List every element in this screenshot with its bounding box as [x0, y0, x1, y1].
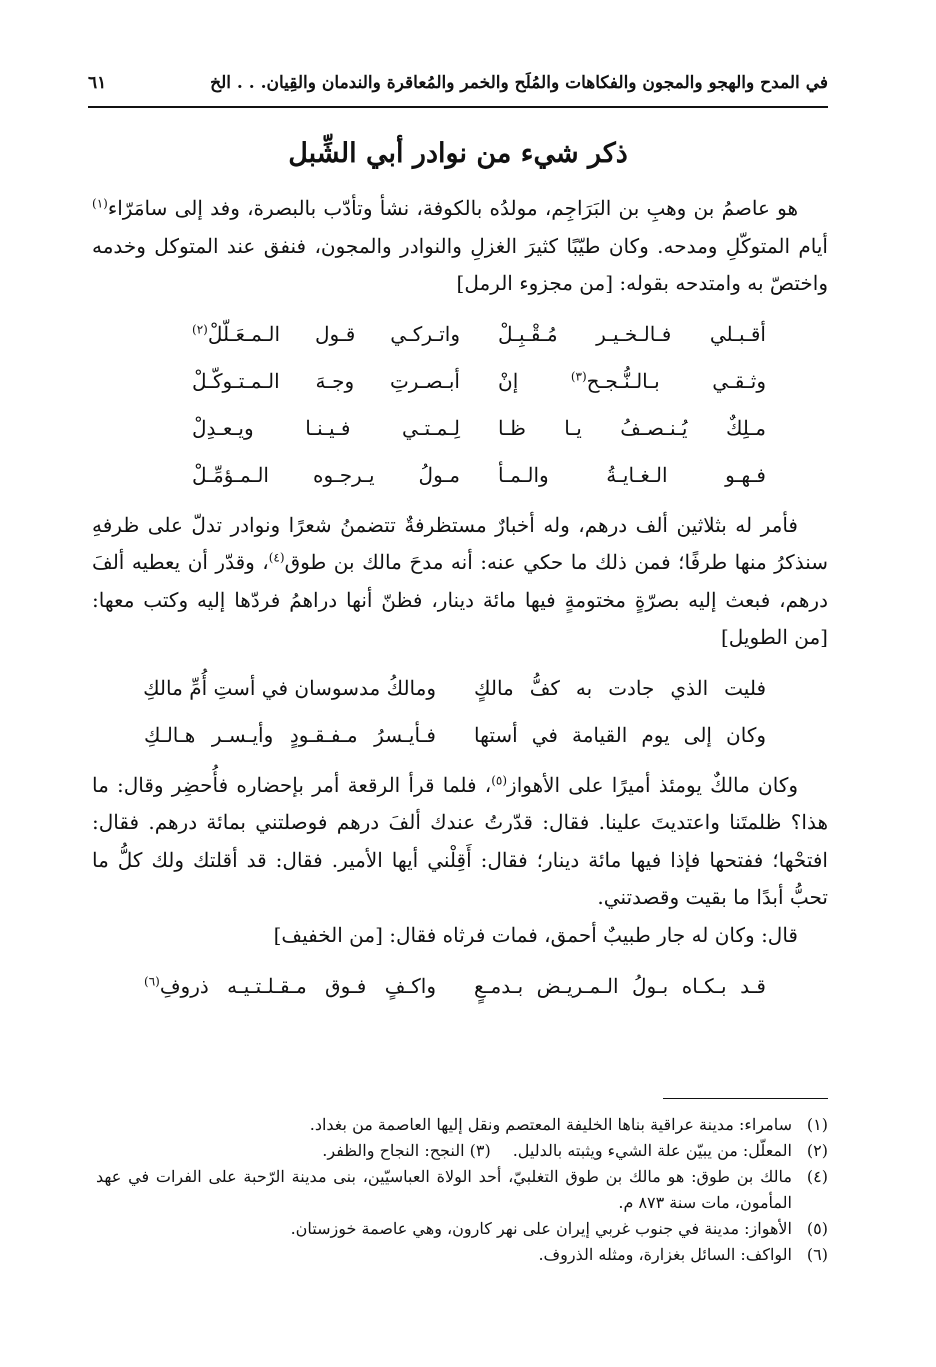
verse-first-hemistich: قـد بـكـاه بـولُ الـمـريـض بـدمـعٍ — [474, 973, 766, 998]
verse-first-hemistich — [498, 369, 766, 393]
meter-label-1: [من مجزوء الرمل] — [456, 271, 614, 295]
footnote-separator — [663, 1098, 828, 1099]
footnote — [96, 1216, 828, 1242]
meter-label-3: [من الخفيف] — [273, 922, 383, 947]
poem-3 — [92, 962, 828, 1009]
verse-line — [92, 405, 828, 452]
paragraph-1 — [92, 190, 828, 303]
verse-line — [92, 665, 828, 712]
footnote — [96, 1164, 828, 1216]
meter-label-2: [من الطويل] — [720, 625, 828, 649]
verse-first-hemistich: وكان إلى يوم القيامة في أستها — [474, 723, 766, 747]
verse-line — [92, 358, 828, 405]
verse-second-hemistich: ومالكُ مدسوسان في أستِ أُمِّ مالكِ — [143, 676, 436, 700]
verse-first-hemistich: مـلِكٌ يُـنـصـفُ يـا ظـا — [498, 416, 766, 440]
main-text — [92, 190, 828, 1017]
running-title: في المدح والهجو والمجون والفكاهات والمُلَح والخمر والمُعاقرة والندمان والقِيان. . . الخ — [210, 73, 828, 93]
footnote-number: (٦) — [806, 1245, 828, 1264]
footnote-text: الأهواز: مدينة في جنوب غربي إيران على نهر كارون، وهي عاصمة خوزستان. — [290, 1219, 792, 1238]
footnote-text-a: المعلّل: من يبيّن علة الشيء ويثبته بالدليل. — [512, 1141, 792, 1160]
paragraph-4-text: قال: وكان له جار طبيبٌ أحمق، فمات فرثاه فقال: — [382, 922, 798, 947]
footnote — [96, 1112, 828, 1138]
verse-text: إنْ — [498, 369, 571, 393]
verse-second-hemistich: لِـمـتـي فـيـنـا ويـعـدِلْ — [192, 416, 460, 440]
paragraph-2-text: فأمر له بثلاثين ألف درهم، وله أخبارٌ مستظرفةٌ تتضمنُ شعرًا ونوادر تدلّ على ظرفهِ سنذكرُ منها طرفًا؛ فمن ذلك ما حكي عنه: أنه مدحَ مالك بن طوق — [92, 512, 828, 574]
section-title: ذكر شيء من نوادر أبي الشِّبل — [288, 138, 628, 169]
footnote-text: مالك بن طوق: هو مالك بن طوق التغلبيّ، أحد الولاة العباسيّين، بنى مدينة الرّحبة على الفرات في عهد المأمون، مات سنة ٨٧٣ م. — [96, 1167, 792, 1212]
header-rule — [88, 106, 828, 108]
verse-first-hemistich: أقـبـلي فـالـخـيـر مُـقْـبِـلْ — [498, 322, 766, 346]
footnote-number: (٣) — [469, 1141, 491, 1160]
paragraph-2 — [92, 507, 828, 657]
footnote-text — [96, 1138, 792, 1164]
verse-text: واتـركـي قـول الـمـعَـلّلْ — [207, 322, 460, 346]
footnotes — [96, 1112, 828, 1268]
footnote-text-b: النجح: النجاح والظفر. — [322, 1141, 465, 1160]
verse-second-hemistich: فـأيـسرُ مـفـقـودٍ وأيـسـر هـالـكِ — [144, 723, 436, 747]
verse-line — [92, 962, 828, 1009]
footnote-number: (٥) — [806, 1219, 828, 1238]
verse-text: واكـفٍ فـوق مـقـلـتـيـه ذروفِ — [159, 973, 436, 998]
paragraph-3-text: وكان مالكٌ يومئذ أميرًا على الأهواز — [507, 772, 799, 797]
verse-second-hemistich — [144, 974, 436, 998]
footnote — [96, 1138, 828, 1164]
footnote-ref-2: (٢) — [192, 322, 208, 337]
footnote — [96, 1242, 828, 1268]
verse-second-hemistich: أبـصـرتِ وجـهَ الـمـتـوكّـلْ — [192, 369, 460, 393]
paragraph-2-text-b: ، وقدّر أن يعطيه ألفَ درهم، فبعث إليه بصرّةٍ مختومةٍ فيها مائة دينار، فظنّ أنها دراهمُ فردّها إليه وكتب معها: — [92, 550, 828, 612]
footnote-number: (٢) — [806, 1141, 828, 1160]
paragraph-3 — [92, 767, 828, 917]
verse-text: وثـقـي بـالـنُّـجـح — [586, 369, 766, 393]
footnote-text: الواكف: السائل بغزارة، ومثله الذروف. — [538, 1245, 792, 1264]
verse-line — [92, 452, 828, 499]
footnote-ref-4: (٤) — [268, 550, 285, 565]
paragraph-1-text-b: أيام المتوكّلِ ومدحه. وكان طيّبًا كثيرَ الغزلِ والنوادر والمجون، فنفق عند المتوكل وخدمه واختصّ به وامتدحه بقوله: — [92, 233, 828, 295]
footnote-ref-5: (٥) — [491, 772, 508, 787]
page-number: ٦١ — [88, 73, 107, 93]
footnote-ref-6: (٦) — [144, 973, 160, 988]
verse-line — [92, 311, 828, 358]
footnote-ref-1: (١) — [92, 196, 108, 211]
verse-second-hemistich: مـولُ يـرجـوه الـمـؤمِّـلْ — [192, 463, 460, 487]
footnote-number: (١) — [806, 1115, 828, 1134]
poem-1 — [92, 311, 828, 499]
paragraph-4 — [92, 917, 828, 955]
paragraph-3-text-b: ، فلما قرأ الرقعة أمر بإحضاره فأُحضِر وقال: ما هذا؟ ظلمتَنا واعتديتَ علينا. فقال: قدّرتُ عندك ألفَ درهم فوصلتني بمائة درهم. فقال: افتحْها؛ ففتحها فإذا فيها مائة دينار؛ فقال: أَقِلْني أيها الأمير. فقال: قد أقلتك ولك كلُّ ما تحبُّ أبدًا ما بقيت وقصدتني. — [92, 772, 828, 909]
footnote-ref-3: (٣) — [570, 369, 587, 384]
paragraph-1-text: هو عاصمُ بن وهبِ بن البَرَاجِم، مولدُه بالكوفة، نشأ وتأدّب بالبصرة، وفد إلى سامَرّاء — [107, 196, 798, 220]
verse-first-hemistich: فليت الذي جادت به كفُّ مالكٍ — [474, 676, 766, 700]
verse-second-hemistich — [192, 322, 460, 346]
verse-line — [92, 712, 828, 759]
verse-first-hemistich: فـهـو الـغـايـةُ والـمـأ — [498, 463, 766, 487]
poem-2 — [92, 665, 828, 759]
footnote-number: (٤) — [806, 1167, 828, 1186]
footnote-text: سامراء: مدينة عراقية بناها الخليفة المعتصم ونقل إليها العاصمة من بغداد. — [309, 1115, 792, 1134]
running-header — [88, 66, 828, 100]
